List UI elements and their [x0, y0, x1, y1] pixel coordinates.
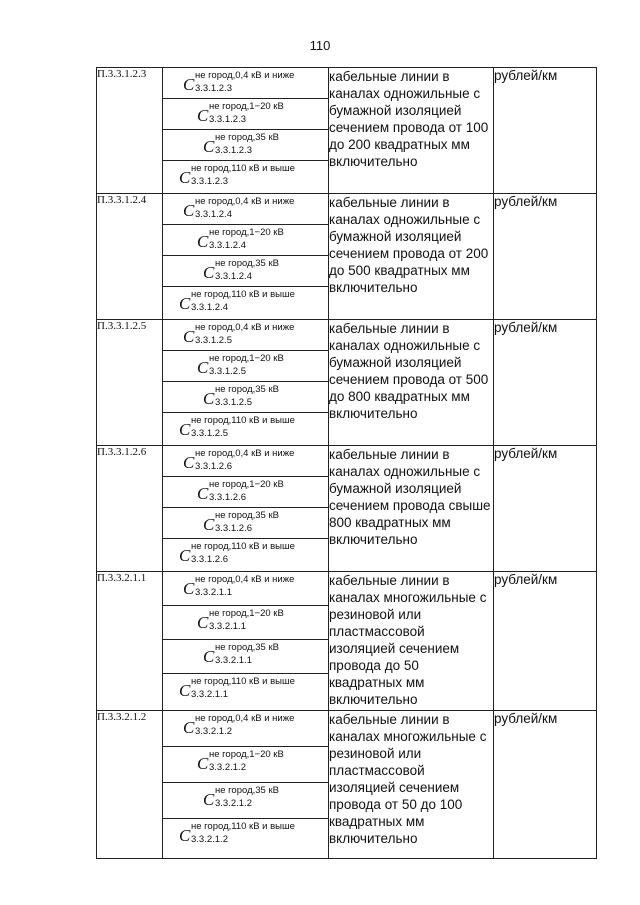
rate-symbol — [163, 413, 328, 445]
rate-symbol — [163, 508, 328, 539]
rate-superscript: не город,35 кВ — [215, 510, 279, 521]
table-row — [97, 572, 597, 711]
rate-symbol-letter: C — [203, 137, 215, 156]
rate-symbol — [163, 130, 328, 161]
rate-symbol — [163, 640, 328, 674]
rate-subscript: 3.3.1.2.3 — [209, 114, 246, 125]
rate-subscript: 3.3.1.2.6 — [209, 492, 246, 503]
item-code: П.3.3.2.1.2 — [97, 711, 163, 859]
rate-superscript: не город,110 кВ и выше — [191, 821, 295, 832]
rate-symbol — [163, 194, 328, 225]
rate-symbol — [163, 783, 328, 819]
rate-symbol-letter: C — [183, 718, 195, 737]
rate-subscript: 3.3.1.2.5 — [215, 397, 252, 408]
rate-symbol-letter: C — [203, 790, 215, 809]
rate-superscript: не город,110 кВ и выше — [191, 676, 295, 687]
item-code: П.3.3.1.2.6 — [97, 446, 163, 572]
rate-symbols-cell — [163, 320, 329, 446]
rate-symbols-cell — [163, 711, 329, 859]
rate-subscript: 3.3.1.2.5 — [191, 428, 228, 439]
rate-subscript: 3.3.1.2.3 — [195, 83, 232, 94]
rate-subscript: 3.3.1.2.4 — [195, 209, 232, 220]
item-unit: рублей/км — [494, 194, 597, 320]
rate-superscript: не город,1−20 кВ — [209, 227, 284, 238]
rate-superscript: не город,0,4 кВ и ниже — [195, 448, 295, 459]
item-unit: рублей/км — [494, 572, 597, 711]
rate-superscript: не город,35 кВ — [215, 132, 279, 143]
rate-superscript: не город,1−20 кВ — [209, 101, 284, 112]
rate-subscript: 3.3.2.1.2 — [191, 834, 228, 845]
item-code: П.3.3.1.2.3 — [97, 68, 163, 194]
rate-superscript: не город,110 кВ и выше — [191, 289, 295, 300]
rate-symbol-letter: C — [179, 420, 191, 439]
rate-symbol-letter: C — [197, 106, 209, 125]
item-unit: рублей/км — [494, 711, 597, 859]
rate-subscript: 3.3.1.2.5 — [195, 335, 232, 346]
rate-symbol — [163, 572, 328, 606]
item-code: П.3.3.1.2.5 — [97, 320, 163, 446]
rate-superscript: не город,0,4 кВ и ниже — [195, 70, 295, 81]
rate-symbol-letter: C — [179, 168, 191, 187]
rate-subscript: 3.3.1.2.6 — [215, 523, 252, 534]
rate-symbols-cell — [163, 194, 329, 320]
item-description: кабельные линии в каналах многожильные с резиновой или пластмассовой изоляцией сечением провода от 50 до 100 квадратных мм включительно — [329, 711, 494, 859]
item-description: кабельные линии в каналах одножильные с бумажной изоляцией сечением провода свыше 800 квадратных мм включительно — [329, 446, 494, 572]
rate-subscript: 3.3.2.1.2 — [215, 798, 252, 809]
table-row — [97, 446, 597, 572]
rate-symbol-letter: C — [197, 484, 209, 503]
rate-superscript: не город,1−20 кВ — [209, 749, 284, 760]
rate-subscript: 3.3.1.2.4 — [191, 302, 228, 313]
rate-symbol — [163, 711, 328, 747]
item-description: кабельные линии в каналах одножильные с бумажной изоляцией сечением провода от 200 до 500 квадратных мм включительно — [329, 194, 494, 320]
rate-symbol — [163, 320, 328, 351]
rate-symbol-letter: C — [179, 681, 191, 700]
item-description: кабельные линии в каналах одножильные с бумажной изоляцией сечением провода от 500 до 800 квадратных мм включительно — [329, 320, 494, 446]
rate-symbol — [163, 256, 328, 287]
rate-superscript: не город,110 кВ и выше — [191, 541, 295, 552]
table-row — [97, 320, 597, 446]
rate-symbol — [163, 446, 328, 477]
rate-superscript: не город,35 кВ — [215, 642, 279, 653]
rate-superscript: не город,0,4 кВ и ниже — [195, 713, 295, 724]
rate-symbol-letter: C — [183, 201, 195, 220]
rate-symbol — [163, 606, 328, 640]
rate-subscript: 3.3.1.2.3 — [191, 176, 228, 187]
rate-subscript: 3.3.1.2.3 — [215, 145, 252, 156]
rate-subscript: 3.3.1.2.4 — [209, 240, 246, 251]
item-code: П.3.3.2.1.1 — [97, 572, 163, 711]
rate-symbol-letter: C — [179, 546, 191, 565]
rate-symbol-letter: C — [183, 75, 195, 94]
rate-symbol-letter: C — [183, 579, 195, 598]
rate-symbols-cell — [163, 572, 329, 711]
rate-superscript: не город,35 кВ — [215, 384, 279, 395]
rate-symbol-letter: C — [203, 389, 215, 408]
rate-superscript: не город,1−20 кВ — [209, 608, 284, 619]
rate-symbol — [163, 161, 328, 193]
rate-subscript: 3.3.2.1.2 — [195, 726, 232, 737]
rate-superscript: не город,110 кВ и выше — [191, 415, 295, 426]
rate-symbol — [163, 68, 328, 99]
rate-symbol — [163, 674, 328, 710]
rate-symbol-letter: C — [203, 647, 215, 666]
rate-symbol-letter: C — [197, 754, 209, 773]
rate-superscript: не город,35 кВ — [215, 258, 279, 269]
rate-symbol-letter: C — [197, 358, 209, 377]
item-unit: рублей/км — [494, 320, 597, 446]
page-number: 110 — [309, 38, 331, 53]
table-row — [97, 711, 597, 859]
rate-symbol — [163, 382, 328, 413]
rate-symbol — [163, 351, 328, 382]
rate-symbol — [163, 99, 328, 130]
rate-superscript: не город,0,4 кВ и ниже — [195, 322, 295, 333]
rate-subscript: 3.3.2.1.2 — [209, 762, 246, 773]
tariff-table — [96, 67, 597, 859]
rate-symbol — [163, 819, 328, 858]
rate-symbol — [163, 225, 328, 256]
rate-symbol-letter: C — [183, 327, 195, 346]
rate-symbol — [163, 539, 328, 571]
table-row — [97, 194, 597, 320]
rate-superscript: не город,0,4 кВ и ниже — [195, 574, 295, 585]
rate-subscript: 3.3.1.2.6 — [191, 554, 228, 565]
rate-superscript: не город,1−20 кВ — [209, 479, 284, 490]
rate-subscript: 3.3.2.1.1 — [191, 689, 228, 700]
rate-symbol-letter: C — [183, 453, 195, 472]
rate-subscript: 3.3.2.1.1 — [215, 655, 252, 666]
rate-symbol-letter: C — [197, 613, 209, 632]
table-body — [97, 68, 597, 859]
table-row — [97, 68, 597, 194]
rate-subscript: 3.3.1.2.5 — [209, 366, 246, 377]
rate-symbol — [163, 747, 328, 783]
rate-subscript: 3.3.1.2.6 — [195, 461, 232, 472]
rate-symbol-letter: C — [203, 515, 215, 534]
rate-symbol — [163, 477, 328, 508]
rate-superscript: не город,110 кВ и выше — [191, 163, 295, 174]
rate-symbols-cell — [163, 68, 329, 194]
rate-symbol — [163, 287, 328, 319]
rate-subscript: 3.3.1.2.4 — [215, 271, 252, 282]
rate-symbol-letter: C — [179, 826, 191, 845]
rate-superscript: не город,1−20 кВ — [209, 353, 284, 364]
item-unit: рублей/км — [494, 68, 597, 194]
rate-symbol-letter: C — [179, 294, 191, 313]
rate-subscript: 3.3.2.1.1 — [195, 587, 232, 598]
rate-superscript: не город,35 кВ — [215, 785, 279, 796]
rate-superscript: не город,0,4 кВ и ниже — [195, 196, 295, 207]
rate-symbols-cell — [163, 446, 329, 572]
item-unit: рублей/км — [494, 446, 597, 572]
item-description: кабельные линии в каналах одножильные с бумажной изоляцией сечением провода от 100 до 200 квадратных мм включительно — [329, 68, 494, 194]
rate-subscript: 3.3.2.1.1 — [209, 621, 246, 632]
rate-symbol-letter: C — [203, 263, 215, 282]
item-description: кабельные линии в каналах многожильные с резиновой или пластмассовой изоляцией сечением провода до 50 квадратных мм включительно — [329, 572, 494, 711]
item-code: П.3.3.1.2.4 — [97, 194, 163, 320]
rate-symbol-letter: C — [197, 232, 209, 251]
